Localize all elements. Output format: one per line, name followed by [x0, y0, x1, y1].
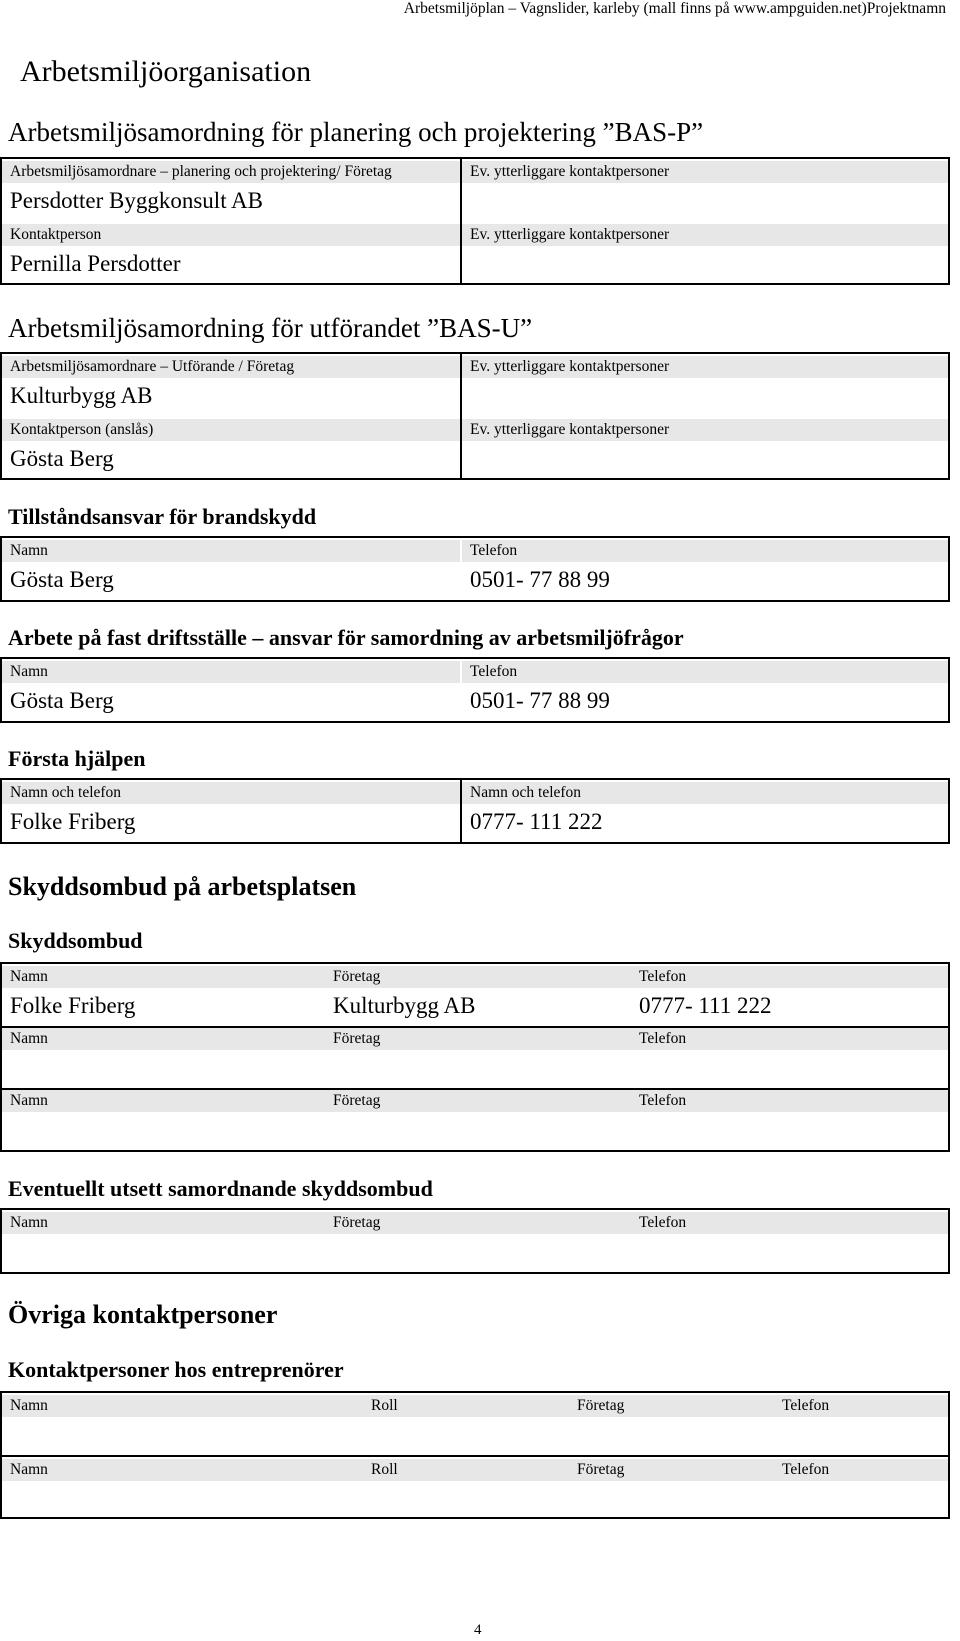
fire-name-value[interactable]: Gösta Berg: [10, 567, 114, 592]
basu-extra1-label: Ev. ytterliggare kontaktpersoner: [462, 356, 948, 378]
other-row2-role-label: Roll: [363, 1459, 569, 1481]
basu-company-value[interactable]: Kulturbygg AB: [10, 383, 153, 408]
basp-company-label: Arbetsmiljösamordnare – planering och projektering/ Företag: [2, 161, 460, 183]
page-header: Arbetsmiljöplan – Vagnslider, karleby (mall finns på www.ampguiden.net)Projektnamn: [403, 0, 946, 17]
fire-phone-label: Telefon: [462, 540, 948, 562]
other-row1-name-label: Namn: [2, 1395, 363, 1417]
safety-table: [0, 962, 950, 1152]
first-aid-left-value[interactable]: Folke Friberg: [10, 809, 136, 834]
page-number: 4: [474, 1622, 482, 1638]
safety-row2-name-label: Namn: [2, 1028, 325, 1050]
basp-contact-label: Kontaktperson: [2, 224, 460, 246]
first-aid-left-label: Namn och telefon: [2, 782, 460, 804]
basu-extra2-label: Ev. ytterliggare kontaktpersoner: [462, 419, 948, 441]
safety-row1-phone-value[interactable]: 0777- 111 222: [639, 993, 772, 1018]
basu-title: Arbetsmiljösamordning för utförandet ”BAS-U”: [8, 313, 533, 343]
coord-safety-table: [0, 1208, 950, 1274]
other-row2-company-label: Företag: [569, 1459, 774, 1481]
coord-safety-company-label: Företag: [325, 1212, 631, 1234]
fire-table: [0, 536, 950, 602]
fire-name-label: Namn: [2, 540, 460, 562]
fixed-site-phone-value[interactable]: 0501- 77 88 99: [470, 688, 610, 713]
basp-table: [0, 157, 950, 285]
fixed-site-table: [0, 657, 950, 723]
basu-company-label: Arbetsmiljösamordnare – Utförande / Företag: [2, 356, 460, 378]
safety-row1-company-value[interactable]: Kulturbygg AB: [333, 993, 476, 1018]
fixed-site-title: Arbete på fast driftsställe – ansvar för samordning av arbetsmiljöfrågor: [8, 625, 684, 650]
first-aid-right-value[interactable]: 0777- 111 222: [470, 809, 603, 834]
first-aid-right-label: Namn och telefon: [462, 782, 948, 804]
fixed-site-phone-label: Telefon: [462, 661, 948, 683]
fixed-site-name-label: Namn: [2, 661, 460, 683]
safety-row2-company-label: Företag: [325, 1028, 631, 1050]
basu-table: [0, 352, 950, 480]
other-table: [0, 1391, 950, 1519]
safety-title: Skyddsombud på arbetsplatsen: [8, 872, 357, 901]
safety-row3-company-label: Företag: [325, 1090, 631, 1112]
first-aid-title: Första hjälpen: [8, 746, 146, 771]
basp-extra2-label: Ev. ytterliggare kontaktpersoner: [462, 224, 948, 246]
other-row1-role-label: Roll: [363, 1395, 569, 1417]
basp-extra1-label: Ev. ytterliggare kontaktpersoner: [462, 161, 948, 183]
safety-row1-name-value[interactable]: Folke Friberg: [10, 993, 136, 1018]
basu-contact-value[interactable]: Gösta Berg: [10, 446, 114, 471]
safety-row1-name-label: Namn: [2, 966, 325, 988]
basp-contact-value[interactable]: Pernilla Persdotter: [10, 251, 181, 276]
safety-row1-phone-label: Telefon: [631, 966, 948, 988]
fire-phone-value[interactable]: 0501- 77 88 99: [470, 567, 610, 592]
basu-contact-label: Kontaktperson (anslås): [2, 419, 460, 441]
basp-title: Arbetsmiljösamordning för planering och projektering ”BAS-P”: [8, 117, 704, 147]
coord-safety-name-label: Namn: [2, 1212, 325, 1234]
coord-safety-phone-label: Telefon: [631, 1212, 948, 1234]
safety-row3-phone-label: Telefon: [631, 1090, 948, 1112]
other-subtitle: Kontaktpersoner hos entreprenörer: [8, 1357, 344, 1382]
basp-company-value[interactable]: Persdotter Byggkonsult AB: [10, 188, 264, 213]
first-aid-table: [0, 778, 950, 844]
other-row1-phone-label: Telefon: [774, 1395, 948, 1417]
safety-row1-company-label: Företag: [325, 966, 631, 988]
coord-safety-title: Eventuellt utsett samordnande skyddsombud: [8, 1176, 433, 1201]
organisation-title: Arbetsmiljöorganisation: [20, 55, 312, 88]
other-row1-company-label: Företag: [569, 1395, 774, 1417]
fixed-site-name-value[interactable]: Gösta Berg: [10, 688, 114, 713]
other-title: Övriga kontaktpersoner: [8, 1300, 278, 1329]
other-row2-phone-label: Telefon: [774, 1459, 948, 1481]
other-row2-name-label: Namn: [2, 1459, 363, 1481]
safety-subtitle: Skyddsombud: [8, 928, 143, 953]
fire-title: Tillståndsansvar för brandskydd: [8, 504, 317, 529]
safety-row3-name-label: Namn: [2, 1090, 325, 1112]
safety-row2-phone-label: Telefon: [631, 1028, 948, 1050]
